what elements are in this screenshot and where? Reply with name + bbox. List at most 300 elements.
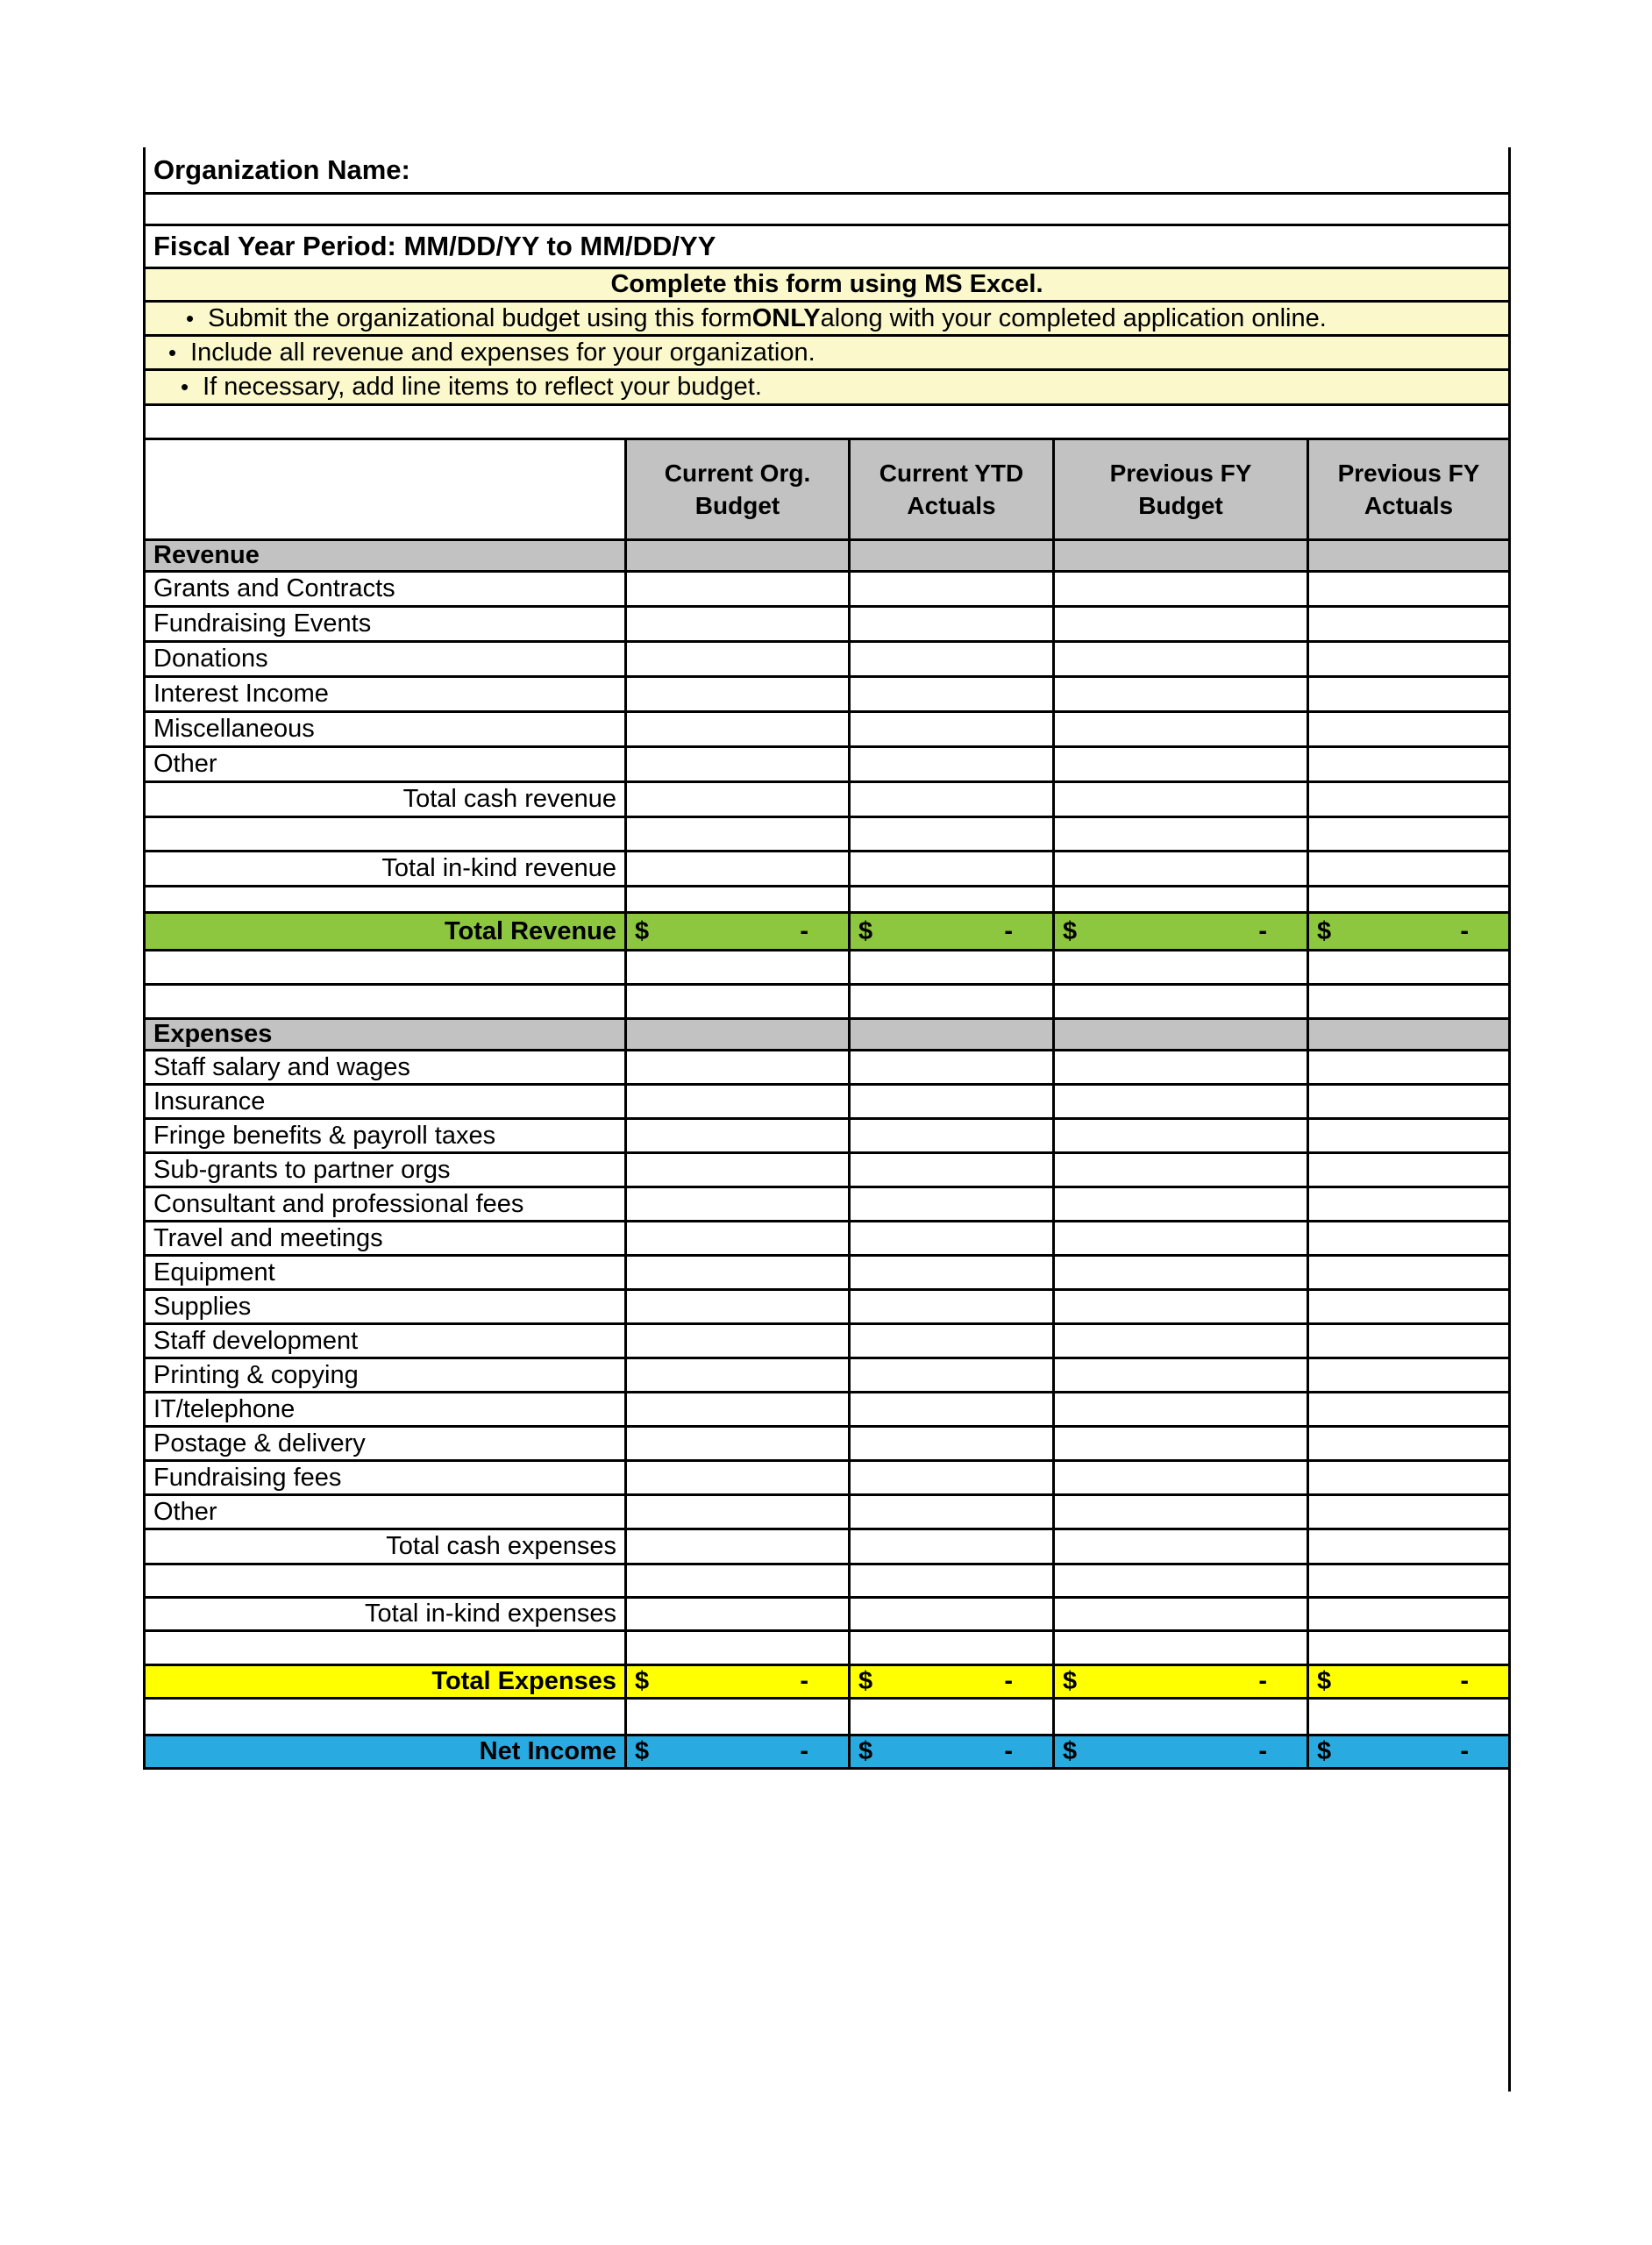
- amount-input-cell[interactable]: [627, 1428, 851, 1459]
- amount-input-cell[interactable]: [627, 1120, 851, 1151]
- row-label: [146, 1736, 627, 1767]
- row-label: [146, 1462, 627, 1493]
- amount-input-cell[interactable]: [627, 1257, 851, 1288]
- line-item-row: [146, 678, 1511, 713]
- amount-input-cell[interactable]: [1309, 1393, 1511, 1425]
- amount-input-cell[interactable]: [1309, 1257, 1511, 1288]
- spacer-cell: [146, 1700, 627, 1734]
- amount-dash: -: [800, 916, 808, 945]
- row-label: [146, 678, 627, 710]
- amount-input-cell[interactable]: [851, 748, 1055, 780]
- line-item-row: [146, 1188, 1511, 1222]
- amount-dash: -: [1460, 916, 1469, 945]
- amount-input-cell[interactable]: [851, 713, 1055, 745]
- total-label-row: [146, 783, 1511, 818]
- amount-cell: [1309, 1530, 1511, 1563]
- row-label: [146, 1599, 627, 1629]
- budget-sheet: [143, 147, 1511, 1770]
- spacer-row: [146, 951, 1511, 986]
- amount-input-cell[interactable]: [851, 1154, 1055, 1186]
- amount-cell: [851, 1599, 1055, 1629]
- row-label: [146, 573, 627, 605]
- spacer-cell: [146, 986, 627, 1017]
- row-label: [146, 783, 627, 816]
- column-header-cell: [627, 440, 851, 538]
- bullet-text: along with your completed application online.: [820, 303, 1327, 332]
- row-label-text: Equipment: [153, 1258, 275, 1286]
- column-header-cell: [1309, 440, 1511, 538]
- computed-amount-cell: [1309, 1666, 1511, 1697]
- amount-input-cell[interactable]: [851, 1496, 1055, 1528]
- amount-dash: -: [1004, 1667, 1013, 1695]
- amount-cell: [1055, 986, 1309, 1017]
- bullet-text: Submit the organizational budget using this form: [208, 303, 752, 332]
- amount-input-cell[interactable]: [1309, 1428, 1511, 1459]
- row-label-text: Total cash expenses: [386, 1532, 616, 1560]
- currency-symbol: $: [1317, 916, 1332, 945]
- amount-cell: [627, 986, 851, 1017]
- line-item-row: [146, 1359, 1511, 1393]
- row-label: [146, 1120, 627, 1151]
- row-label: [146, 1020, 627, 1049]
- computed-amount-cell: [1309, 1736, 1511, 1767]
- amount-cell: [627, 1632, 851, 1664]
- row-label: [146, 1291, 627, 1322]
- computed-amount-cell: [627, 1666, 851, 1697]
- row-label: [146, 608, 627, 640]
- fiscal-year-label: Fiscal Year Period: MM/DD/YY to MM/DD/YY: [153, 231, 716, 261]
- amount-input-cell[interactable]: [1055, 1291, 1309, 1322]
- row-label: [146, 1188, 627, 1220]
- amount-input-cell[interactable]: [1055, 1222, 1309, 1254]
- amount-input-cell[interactable]: [1309, 678, 1511, 710]
- amount-input-cell[interactable]: [627, 1325, 851, 1357]
- amount-input-cell[interactable]: [1055, 1428, 1309, 1459]
- amount-cell: [627, 1530, 851, 1563]
- amount-cell: [627, 852, 851, 885]
- amount-cell: [1055, 1530, 1309, 1563]
- row-label: [146, 1496, 627, 1528]
- amount-input-cell[interactable]: [1055, 713, 1309, 745]
- amount-cell: [1309, 887, 1511, 911]
- amount-input-cell[interactable]: [1309, 1120, 1511, 1151]
- amount-input-cell[interactable]: [627, 1462, 851, 1493]
- instruction-bullet-cell: [146, 371, 1511, 403]
- amount-input-cell[interactable]: [851, 1086, 1055, 1117]
- grand-total-row: [146, 1666, 1511, 1700]
- amount-input-cell[interactable]: [627, 1291, 851, 1322]
- row-label-text: Staff development: [153, 1326, 359, 1355]
- amount-input-cell[interactable]: [851, 678, 1055, 710]
- amount-input-cell[interactable]: [1309, 573, 1511, 605]
- amount-input-cell[interactable]: [1309, 713, 1511, 745]
- row-label-text: Total in-kind revenue: [381, 854, 616, 882]
- amount-input-cell[interactable]: [851, 1325, 1055, 1357]
- amount-input-cell[interactable]: [1055, 643, 1309, 675]
- grand-total-row: [146, 1736, 1511, 1770]
- amount-cell: [1055, 1020, 1309, 1049]
- amount-input-cell[interactable]: [1055, 1462, 1309, 1493]
- line-item-row: [146, 1428, 1511, 1462]
- row-label-text: Net Income: [479, 1737, 616, 1765]
- instruction-bullet-row: [146, 371, 1511, 406]
- row-label-text: IT/telephone: [153, 1394, 296, 1423]
- amount-cell: [1055, 852, 1309, 885]
- row-label: [146, 1530, 627, 1563]
- row-label: [146, 1051, 627, 1083]
- row-label-text: Revenue: [153, 541, 260, 569]
- amount-cell: [1309, 818, 1511, 850]
- amount-input-cell[interactable]: [627, 748, 851, 780]
- amount-input-cell[interactable]: [627, 1359, 851, 1391]
- amount-dash: -: [1460, 1667, 1469, 1695]
- amount-input-cell[interactable]: [1055, 573, 1309, 605]
- amount-input-cell[interactable]: [851, 1428, 1055, 1459]
- amount-input-cell[interactable]: [1309, 1154, 1511, 1186]
- amount-input-cell[interactable]: [1309, 1496, 1511, 1528]
- amount-input-cell[interactable]: [851, 1291, 1055, 1322]
- row-label: [146, 748, 627, 780]
- computed-amount-cell: [851, 1666, 1055, 1697]
- spacer-cell: [146, 951, 627, 983]
- amount-cell: [1309, 986, 1511, 1017]
- row-label: [146, 1257, 627, 1288]
- computed-amount-cell: [627, 1736, 851, 1767]
- currency-symbol: $: [858, 1667, 873, 1695]
- row-label-text: Other: [153, 750, 217, 778]
- amount-cell: [851, 1565, 1055, 1596]
- row-label-text: Grants and Contracts: [153, 574, 395, 602]
- currency-symbol: $: [635, 1737, 650, 1765]
- amount-input-cell[interactable]: [1055, 1257, 1309, 1288]
- amount-cell: [1309, 541, 1511, 570]
- amount-cell: [1055, 887, 1309, 911]
- computed-amount-cell: [1055, 914, 1309, 949]
- row-label: [146, 1666, 627, 1697]
- column-header-line2: Actuals: [1364, 492, 1454, 519]
- amount-input-cell[interactable]: [627, 1154, 851, 1186]
- row-label: [146, 1428, 627, 1459]
- line-item-row: [146, 748, 1511, 783]
- row-label: [146, 1325, 627, 1357]
- amount-cell: [851, 986, 1055, 1017]
- amount-cell: [627, 541, 851, 570]
- column-header-spacer-cell: [146, 440, 627, 538]
- row-label-text: Total in-kind expenses: [365, 1600, 616, 1628]
- spacer-cell: [146, 1565, 627, 1596]
- row-label-text: Fundraising Events: [153, 609, 372, 638]
- amount-input-cell[interactable]: [627, 678, 851, 710]
- row-label-text: Travel and meetings: [153, 1223, 383, 1252]
- row-label: [146, 1393, 627, 1425]
- row-label-text: Donations: [153, 645, 268, 673]
- line-item-row: [146, 1120, 1511, 1154]
- row-label-text: Postage & delivery: [153, 1429, 366, 1457]
- amount-input-cell[interactable]: [851, 1188, 1055, 1220]
- amount-input-cell[interactable]: [1055, 1325, 1309, 1357]
- row-label: [146, 643, 627, 675]
- spacer-row: [146, 887, 1511, 914]
- row-label-text: Total cash revenue: [402, 785, 616, 813]
- row-label-text: Interest Income: [153, 680, 329, 708]
- line-item-row: [146, 1393, 1511, 1428]
- amount-cell: [851, 1530, 1055, 1563]
- total-label-row: [146, 1599, 1511, 1632]
- amount-input-cell[interactable]: [1055, 1496, 1309, 1528]
- computed-amount-cell: [627, 914, 851, 949]
- line-item-row: [146, 1496, 1511, 1530]
- instruction-bullet-row: [146, 303, 1511, 337]
- amount-input-cell[interactable]: [851, 1051, 1055, 1083]
- amount-input-cell[interactable]: [851, 608, 1055, 640]
- bullet-icon: •: [181, 374, 189, 400]
- amount-dash: -: [1258, 916, 1267, 945]
- amount-input-cell[interactable]: [1055, 1051, 1309, 1083]
- amount-input-cell[interactable]: [1055, 1393, 1309, 1425]
- computed-amount-cell: [851, 1736, 1055, 1767]
- amount-input-cell[interactable]: [1055, 1359, 1309, 1391]
- line-item-row: [146, 1154, 1511, 1188]
- amount-input-cell[interactable]: [1055, 608, 1309, 640]
- amount-cell: [851, 818, 1055, 850]
- amount-input-cell[interactable]: [1309, 1291, 1511, 1322]
- amount-input-cell[interactable]: [851, 573, 1055, 605]
- computed-amount-cell: [1055, 1736, 1309, 1767]
- row-label: [146, 1359, 627, 1391]
- bullet-text: If necessary, add line items to reflect your budget.: [203, 373, 762, 401]
- currency-symbol: $: [1063, 1737, 1078, 1765]
- computed-amount-cell: [1055, 1666, 1309, 1697]
- amount-input-cell[interactable]: [851, 1359, 1055, 1391]
- amount-cell: [627, 887, 851, 911]
- amount-input-cell[interactable]: [851, 1462, 1055, 1493]
- amount-input-cell[interactable]: [851, 1120, 1055, 1151]
- amount-cell: [1309, 1565, 1511, 1596]
- spacer-cell: [146, 1632, 627, 1664]
- row-label-text: Other: [153, 1497, 217, 1526]
- bullet-icon: •: [168, 339, 177, 366]
- section-header-row: [146, 541, 1511, 573]
- amount-cell: [1055, 818, 1309, 850]
- amount-cell: [627, 1020, 851, 1049]
- line-item-row: [146, 1325, 1511, 1359]
- line-item-row: [146, 1291, 1511, 1325]
- amount-input-cell[interactable]: [1309, 643, 1511, 675]
- amount-cell: [1055, 1599, 1309, 1629]
- org-name-cell[interactable]: [146, 147, 1511, 192]
- amount-input-cell[interactable]: [1055, 748, 1309, 780]
- line-item-row: [146, 1086, 1511, 1120]
- row-label: [146, 914, 627, 949]
- instruction-bullet-cell: [146, 337, 1511, 368]
- amount-dash: -: [1004, 1737, 1013, 1765]
- spacer-cell: [146, 195, 1511, 224]
- row-label-text: Consultant and professional fees: [153, 1189, 524, 1218]
- column-header-line2: Actuals: [907, 492, 996, 519]
- row-label: [146, 1222, 627, 1254]
- row-label-text: Printing & copying: [153, 1360, 359, 1389]
- amount-input-cell[interactable]: [851, 643, 1055, 675]
- org-name-row: [146, 147, 1511, 195]
- instructions-title-cell: [146, 269, 1511, 300]
- row-label: [146, 541, 627, 570]
- column-header-row: [146, 440, 1511, 541]
- row-label: [146, 1154, 627, 1186]
- line-item-row: [146, 1257, 1511, 1291]
- amount-cell: [627, 1599, 851, 1629]
- column-header-line1: Current YTD: [879, 460, 1024, 487]
- bullet-text-bold: ONLY: [751, 303, 821, 332]
- total-label-row: [146, 1530, 1511, 1565]
- amount-input-cell[interactable]: [851, 1393, 1055, 1425]
- spacer-row: [146, 1565, 1511, 1599]
- amount-cell: [1309, 852, 1511, 885]
- total-label-row: [146, 852, 1511, 887]
- amount-cell: [627, 783, 851, 816]
- row-label-text: Supplies: [153, 1292, 252, 1321]
- instruction-bullet-cell: [146, 303, 1511, 334]
- amount-input-cell[interactable]: [627, 1051, 851, 1083]
- amount-dash: -: [800, 1667, 808, 1695]
- amount-cell: [1309, 1700, 1511, 1734]
- line-item-row: [146, 608, 1511, 643]
- amount-input-cell[interactable]: [627, 1496, 851, 1528]
- amount-input-cell[interactable]: [851, 1257, 1055, 1288]
- row-label: [146, 1086, 627, 1117]
- amount-cell: [851, 1632, 1055, 1664]
- row-label: [146, 852, 627, 885]
- amount-cell: [851, 1020, 1055, 1049]
- spacer-row: [146, 195, 1511, 226]
- amount-cell: [851, 1700, 1055, 1734]
- spacer-row: [146, 1632, 1511, 1666]
- fiscal-year-cell[interactable]: [146, 226, 1511, 267]
- amount-input-cell[interactable]: [627, 1222, 851, 1254]
- amount-cell: [851, 541, 1055, 570]
- amount-input-cell[interactable]: [1309, 1188, 1511, 1220]
- amount-input-cell[interactable]: [1309, 1222, 1511, 1254]
- spacer-cell: [146, 818, 627, 850]
- instructions-title-row: [146, 269, 1511, 303]
- amount-input-cell[interactable]: [627, 643, 851, 675]
- bullet-text: Include all revenue and expenses for your organization.: [190, 338, 815, 367]
- column-header-cell: [1055, 440, 1309, 538]
- row-label-text: Expenses: [153, 1020, 273, 1048]
- amount-cell: [851, 852, 1055, 885]
- amount-dash: -: [800, 1737, 808, 1765]
- currency-symbol: $: [858, 916, 873, 945]
- amount-input-cell[interactable]: [1309, 608, 1511, 640]
- instruction-bullet-row: [146, 337, 1511, 371]
- line-item-row: [146, 1222, 1511, 1257]
- row-label-text: Total Expenses: [431, 1667, 616, 1695]
- amount-dash: -: [1258, 1737, 1267, 1765]
- currency-symbol: $: [635, 916, 650, 945]
- amount-input-cell[interactable]: [1309, 1325, 1511, 1357]
- amount-cell: [1055, 951, 1309, 983]
- amount-cell: [1055, 1565, 1309, 1596]
- bullet-icon: •: [186, 304, 195, 331]
- table-body: [146, 440, 1511, 1770]
- row-label-text: Fundraising fees: [153, 1463, 342, 1492]
- amount-dash: -: [1460, 1737, 1469, 1765]
- line-item-row: [146, 713, 1511, 748]
- amount-dash: -: [1258, 1667, 1267, 1695]
- amount-cell: [627, 951, 851, 983]
- amount-cell: [627, 818, 851, 850]
- amount-input-cell[interactable]: [851, 1222, 1055, 1254]
- amount-cell: [1309, 1020, 1511, 1049]
- column-header-cell: [851, 440, 1055, 538]
- column-header-line1: Current Org.: [664, 460, 811, 487]
- column-header-line1: Previous FY: [1337, 460, 1480, 487]
- amount-cell: [1055, 1700, 1309, 1734]
- amount-input-cell[interactable]: [1309, 1051, 1511, 1083]
- amount-input-cell[interactable]: [627, 1393, 851, 1425]
- amount-cell: [851, 887, 1055, 911]
- amount-input-cell[interactable]: [627, 573, 851, 605]
- amount-input-cell[interactable]: [627, 713, 851, 745]
- spacer-cell: [146, 406, 1511, 438]
- line-item-row: [146, 1462, 1511, 1496]
- currency-symbol: $: [1317, 1667, 1332, 1695]
- line-item-row: [146, 1051, 1511, 1086]
- instructions-title: Complete this form using MS Excel.: [610, 270, 1043, 298]
- amount-input-cell[interactable]: [1055, 678, 1309, 710]
- amount-cell: [1055, 783, 1309, 816]
- currency-symbol: $: [1317, 1737, 1332, 1765]
- amount-input-cell[interactable]: [1309, 748, 1511, 780]
- currency-symbol: $: [635, 1667, 650, 1695]
- section-header-row: [146, 1020, 1511, 1051]
- spacer-row: [146, 986, 1511, 1020]
- computed-amount-cell: [1309, 914, 1511, 949]
- spacer-row: [146, 818, 1511, 852]
- spacer-cell: [146, 887, 627, 911]
- amount-input-cell[interactable]: [1309, 1359, 1511, 1391]
- amount-cell: [1309, 1632, 1511, 1664]
- currency-symbol: $: [1063, 1667, 1078, 1695]
- amount-cell: [851, 951, 1055, 983]
- column-header-line2: Budget: [1138, 492, 1223, 519]
- amount-input-cell[interactable]: [1055, 1086, 1309, 1117]
- currency-symbol: $: [858, 1737, 873, 1765]
- column-header-line2: Budget: [694, 492, 780, 519]
- amount-input-cell[interactable]: [1055, 1154, 1309, 1186]
- row-label-text: Sub-grants to partner orgs: [153, 1155, 451, 1184]
- grand-total-row: [146, 914, 1511, 951]
- line-item-row: [146, 643, 1511, 678]
- amount-cell: [1055, 541, 1309, 570]
- amount-input-cell[interactable]: [1055, 1188, 1309, 1220]
- amount-input-cell[interactable]: [627, 1188, 851, 1220]
- amount-input-cell[interactable]: [627, 1086, 851, 1117]
- row-label-text: Staff salary and wages: [153, 1052, 410, 1081]
- amount-input-cell[interactable]: [627, 608, 851, 640]
- amount-dash: -: [1004, 916, 1013, 945]
- amount-cell: [627, 1565, 851, 1596]
- org-name-label: Organization Name:: [153, 153, 410, 185]
- computed-amount-cell: [851, 914, 1055, 949]
- column-header-line1: Previous FY: [1109, 460, 1252, 487]
- amount-cell: [627, 1700, 851, 1734]
- spacer-row: [146, 406, 1511, 440]
- amount-input-cell[interactable]: [1055, 1120, 1309, 1151]
- spacer-row: [146, 1700, 1511, 1736]
- amount-input-cell[interactable]: [1309, 1462, 1511, 1493]
- row-label-text: Total Revenue: [444, 916, 616, 945]
- amount-input-cell[interactable]: [1309, 1086, 1511, 1117]
